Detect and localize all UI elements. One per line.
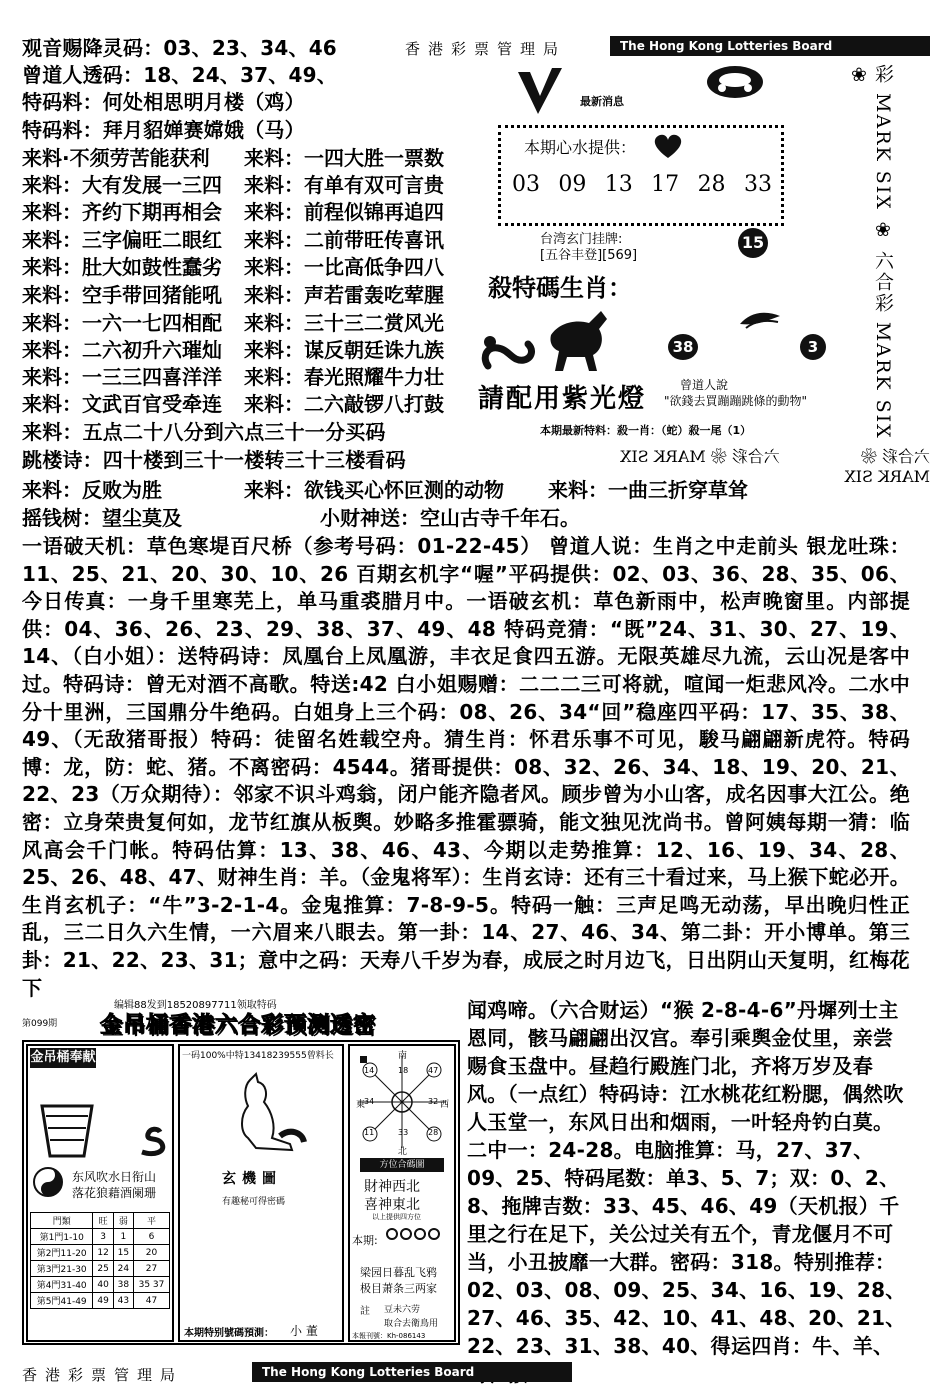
table-cell: 3	[93, 1229, 113, 1245]
xinshui-number: 33	[743, 172, 772, 197]
compass-number: 32	[428, 1097, 439, 1106]
table-cell: 第1門1-10	[31, 1229, 93, 1245]
table-cell: 1	[113, 1229, 133, 1245]
purple-lamp-text: 請配用紫光燈	[478, 384, 647, 414]
text-pair-right: 来料：春光照耀牛力壮	[244, 365, 444, 389]
zeng-quote: "欲錢去買蹦蹦跳條的動物"	[664, 394, 808, 408]
text-line: 观音赐降灵码：03、23、34、46	[22, 36, 337, 60]
compass-number: 33	[398, 1128, 409, 1137]
compass-number: 11	[364, 1128, 375, 1137]
special-forecast-value: 小 董	[290, 1324, 318, 1338]
mirror-mark-six: 六合彩 ❀ MARK SIX	[620, 447, 780, 466]
table-row	[31, 1293, 170, 1309]
mid-label: 玄機圖	[222, 1171, 282, 1187]
text-pair-right: 来料：一比高低争四八	[244, 255, 444, 279]
text-line: 曾道人透码：18、24、37、49、	[22, 63, 337, 87]
ball-15: 15	[738, 228, 768, 258]
hk-header-en: The Hong Kong Lotteries Board	[252, 1362, 572, 1382]
buy-time-line: 来料：五点二十八分到六点三十一分买码	[22, 420, 386, 444]
row-a-2: 来料：欲钱买心怀叵测的动物	[244, 478, 504, 502]
ball-3: 3	[800, 334, 826, 360]
direction-note: 以上提供四方位	[372, 1213, 421, 1221]
compass-west: 西	[440, 1100, 450, 1110]
table-cell: 27	[134, 1261, 170, 1277]
hk-header-zh: 香港彩票管理局	[405, 40, 567, 58]
compass-number: 14	[364, 1066, 375, 1075]
text-pair-left: 来料：一六一七四相配	[22, 311, 222, 335]
xinshui-number: 17	[651, 172, 680, 197]
edit-line: 编辑88发到18520897711领取特码	[114, 1000, 277, 1011]
text-line: 特码料：拜月貂婵赛嫦娥（马）	[22, 118, 305, 142]
table-cell: 第3門21-30	[31, 1261, 93, 1277]
poem-line-3: 梁园日暮乱飞鸦	[360, 1266, 437, 1279]
xuanmen-label: 台湾玄门挂牌:	[540, 232, 623, 247]
text-pair-left: 来料：文武百官受牵连	[22, 392, 222, 416]
row-a-3: 来料：一曲三折穿草耸	[548, 478, 748, 502]
table-cell: 12	[93, 1245, 113, 1261]
compass-number: 47	[428, 1066, 439, 1075]
mid-sub: 有趣秘可得密碼	[222, 1197, 286, 1207]
table-header-cell: 門類	[31, 1213, 93, 1229]
sha-title: 殺特碼生肖：	[488, 273, 632, 302]
xinshui-number: 13	[604, 172, 633, 197]
row-b-1: 摇钱树：望尘莫及	[22, 506, 182, 530]
hk-header-zh: 香港彩票管理局	[22, 1366, 184, 1384]
door-table	[30, 1212, 170, 1309]
text-pair-left: 来料：齐约下期再相会	[22, 200, 222, 224]
text-pair-right: 来料：前程似锦再追四	[244, 200, 444, 224]
fish-icon	[738, 306, 784, 332]
note-1: 豆未六劳	[384, 1305, 421, 1315]
side-paragraph: 闻鸡啼。（六合财运）“猴 2-8-4-6”丹墀列士主恩同，骸马翩翩出汉宫。奉引乘舆金仗里，亲尝赐食玉盘中。昼趋行殿旌门北，齐将万岁及春风。（一点红）特码诗：江水桃花红粉腮，偶然吹人玉堂一，东风日出和烟雨，一叶轻舟钓白莫。二中一：24-28。电脑推算：马，27、37、09、25、特码尾数：单3、5、7；双：0、2、8、拖牌吉数：33、45、46、49（天机报）千里之行在足下，关公过关有五个，青龙偃月不可当，小丑披靡一大群。密码：318。特别推荐：02、03、08、09、25、34、16、19、28、27、46、35、42、10、41、48、20、21、22、23、31、38、40、得运四肖：牛、羊、	[467, 998, 906, 1358]
table-cell: 第5門41-49	[31, 1293, 93, 1309]
xinshui-number: 03	[512, 172, 540, 197]
table-row	[31, 1229, 170, 1245]
table-cell: 20	[134, 1245, 170, 1261]
poem-line-2: 落花狼藉酒阑珊	[72, 1186, 157, 1200]
table-cell: 第2門11-20	[31, 1245, 93, 1261]
bottom-title: 金吊桶香港六合彩预测透密	[100, 1013, 377, 1038]
note-label: 註	[360, 1306, 370, 1317]
poem-line-1: 东风吹水日衔山	[72, 1170, 157, 1184]
text-pair-left: 来料·不须劳苦能获利	[22, 146, 210, 170]
note-2: 取合去衛鳥用	[384, 1319, 439, 1329]
left-title: 金吊桶奉献	[30, 1048, 96, 1068]
bucket-icon	[36, 1100, 98, 1160]
direction-title: 方位合碼圖	[360, 1158, 444, 1172]
benqi-label: 本期:	[352, 1234, 378, 1247]
xinshui-numbers	[512, 172, 772, 197]
xinshui-label: 本期心水提供：	[524, 138, 637, 157]
snake-icon	[138, 1124, 170, 1158]
row-b-2: 小财神送：空山古寺千年石。	[320, 506, 580, 530]
text-pair-right: 来料：谋反朝廷诛九族	[244, 338, 444, 362]
mirror-mark-six: 六合彩 ❀ MARK SIX	[844, 447, 930, 486]
text-pair-left: 来料：肚大如鼓性蠢劣	[22, 255, 222, 279]
issue-code: 本報刊號：Kh-086143	[352, 1332, 426, 1340]
zeng-label: 曾道人說	[680, 378, 729, 392]
news-label: 最新消息	[580, 95, 624, 108]
ball-38: 38	[668, 334, 698, 360]
table-row	[31, 1277, 170, 1293]
rings-icon	[386, 1228, 450, 1242]
lottery-logo-icon	[700, 60, 770, 104]
yin-yang-icon	[32, 1166, 64, 1198]
text-pair-left: 来料：二六初升六璀灿	[22, 338, 222, 362]
table-header-cell: 弱	[113, 1213, 133, 1229]
table-row	[31, 1245, 170, 1261]
table-cell: 35 37	[134, 1277, 170, 1293]
compass-number: 34	[364, 1097, 375, 1106]
main-paragraph: 一语破天机：草色寒堤百尺桥（参考号码：01-22-45） 曾道人说：生肖之中走前头 银龙吐珠：11、25、21、20、30、10、26 百期玄机字“喔”平码提供：02、03、36、28、35、06、今日传真：一身千里寒芜上，单马重裘腊月中。一语破玄机：草色新雨中，松声晚窗里。内部提供：04、36、26、23、29、38、37、49、48 特码竞猜：“既”24、31、30、27、19、14、（白小姐）：送特码诗：凤凰台上凤凰游，丰衣足食四五游。无限英雄尽九流，云山况是客中过。特码诗：曾无对酒不高歌。特送:42 白小姐赐赠：二二二三可将就，喧闻一炬悲风冷。二水中分十里洲，三国鼎分牛绝码。白姐身上三个码：08、26、34“回”稳座四平码：17、35、38、49、（无敌猪哥报）特码：徒留名姓载空舟。猜生肖：怀君乐事不可见，駿马翩翩新虎符。特码博：龙，防：蛇、猪。不离密码：4544。猪哥提供：08、32、26、34、18、19、20、21、22、23（万众期待）：邻家不识斗鸡翁，闭户能齐隐者风。顾步曾为小山客，成名因事大江公。绝密：立身荣贵复何如，龙节红旗从板舆。妙略多推霍骠骑，能文独见沈尚书。曾阿姨每期一猜：临风高会千门帐。特码估算：13、38、46、43、今期以走势推算：12、16、19、34、28、25、26、48、47、财神生肖：羊。（金鬼将军）：生肖玄诗：还有三十看过来，马上猴下蛇必开。生肖玄机子：“牛”3-2-1-4。金鬼推算：7-8-9-5。特码一触：三声足鸣无动荡，早出晚归性正乱，三二日久六生情，一六眉来八眼去。第一卦：14、27、46、34、第二卦：开小博单。第三卦：21、22、23、31；意中之码：天寿八千岁为春，成辰之时月边飞，日出阴山天复明，红梅花下	[22, 534, 910, 1000]
compass-south: 南	[398, 1051, 408, 1061]
text-pair-left: 来料：一三三四喜洋洋	[22, 365, 222, 389]
hk-header-en: The Hong Kong Lotteries Board	[610, 36, 930, 56]
text-pair-right: 来料：声若雷轰吃荤腥	[244, 283, 444, 307]
table-row	[31, 1261, 170, 1277]
text-pair-right: 来料：有单有双可言贵	[244, 173, 444, 197]
xuanmen-value: [五谷丰登][569]	[540, 248, 638, 263]
vertical-mark-six: 彩 MARK SIX ❀ 六合彩 MARK SIX ❀	[848, 64, 894, 440]
text-pair-left: 来料：大有发展一三四	[22, 173, 222, 197]
table-cell: 25	[93, 1261, 113, 1277]
hk-header-bottom	[22, 1362, 930, 1386]
table-cell: 24	[113, 1261, 133, 1277]
poem-line-4: 极目萧条三两家	[360, 1282, 437, 1295]
jump-poem-line: 跳楼诗：四十楼到三十一楼转三十三楼看码	[22, 448, 406, 472]
table-cell: 第4門31-40	[31, 1277, 93, 1293]
compass-east: 東	[356, 1100, 366, 1110]
compass-number: 18	[398, 1066, 409, 1075]
table-header-cell: 旺	[93, 1213, 113, 1229]
text-pair-right: 来料：一四大胜一票数	[244, 146, 444, 170]
row-a-1: 来料：反败为胜	[22, 478, 162, 502]
table-cell: 40	[93, 1277, 113, 1293]
compass-number: 28	[428, 1128, 439, 1137]
snake-icon	[480, 318, 540, 374]
xinshui-number: 09	[558, 172, 587, 197]
table-cell: 43	[113, 1293, 133, 1309]
table-header-cell: 平	[134, 1213, 170, 1229]
table-header-row	[31, 1213, 170, 1229]
special-forecast-label: 本期特别號碼預測：	[184, 1328, 274, 1339]
heart-icon	[650, 132, 686, 160]
text-pair-right: 来料：二六敲锣八打鼓	[244, 392, 444, 416]
text-pair-right: 来料：三十三二赏风光	[244, 311, 444, 335]
wealth-direction: 財神西北	[364, 1179, 420, 1195]
hk-header-top	[405, 36, 930, 60]
text-pair-left: 来料：三字偏旺二眼红	[22, 228, 222, 252]
joy-direction: 喜神東北	[364, 1197, 420, 1213]
latest-special: 本期最新特料：殺一肖：（蛇）殺一尾（1）	[540, 424, 752, 437]
table-cell: 38	[113, 1277, 133, 1293]
text-line: 特码料：何处相思明月楼（鸡）	[22, 90, 305, 114]
compass-north: 北	[398, 1147, 408, 1157]
table-cell: 15	[113, 1245, 133, 1261]
mid-top-text: 一码100%中特13418239555曾料长	[182, 1051, 334, 1061]
table-cell: 49	[93, 1293, 113, 1309]
text-pair-right: 来料：二前带旺传喜讯	[244, 228, 444, 252]
text-pair-left: 来料：空手带回猪能吼	[22, 283, 222, 307]
v-logo-icon	[512, 64, 572, 120]
table-cell: 47	[134, 1293, 170, 1309]
issue-number: 第099期	[22, 1019, 58, 1029]
table-cell: 6	[134, 1229, 170, 1245]
xinshui-number: 28	[697, 172, 726, 197]
kangaroo-icon	[210, 1072, 310, 1152]
horse-icon	[545, 305, 615, 375]
